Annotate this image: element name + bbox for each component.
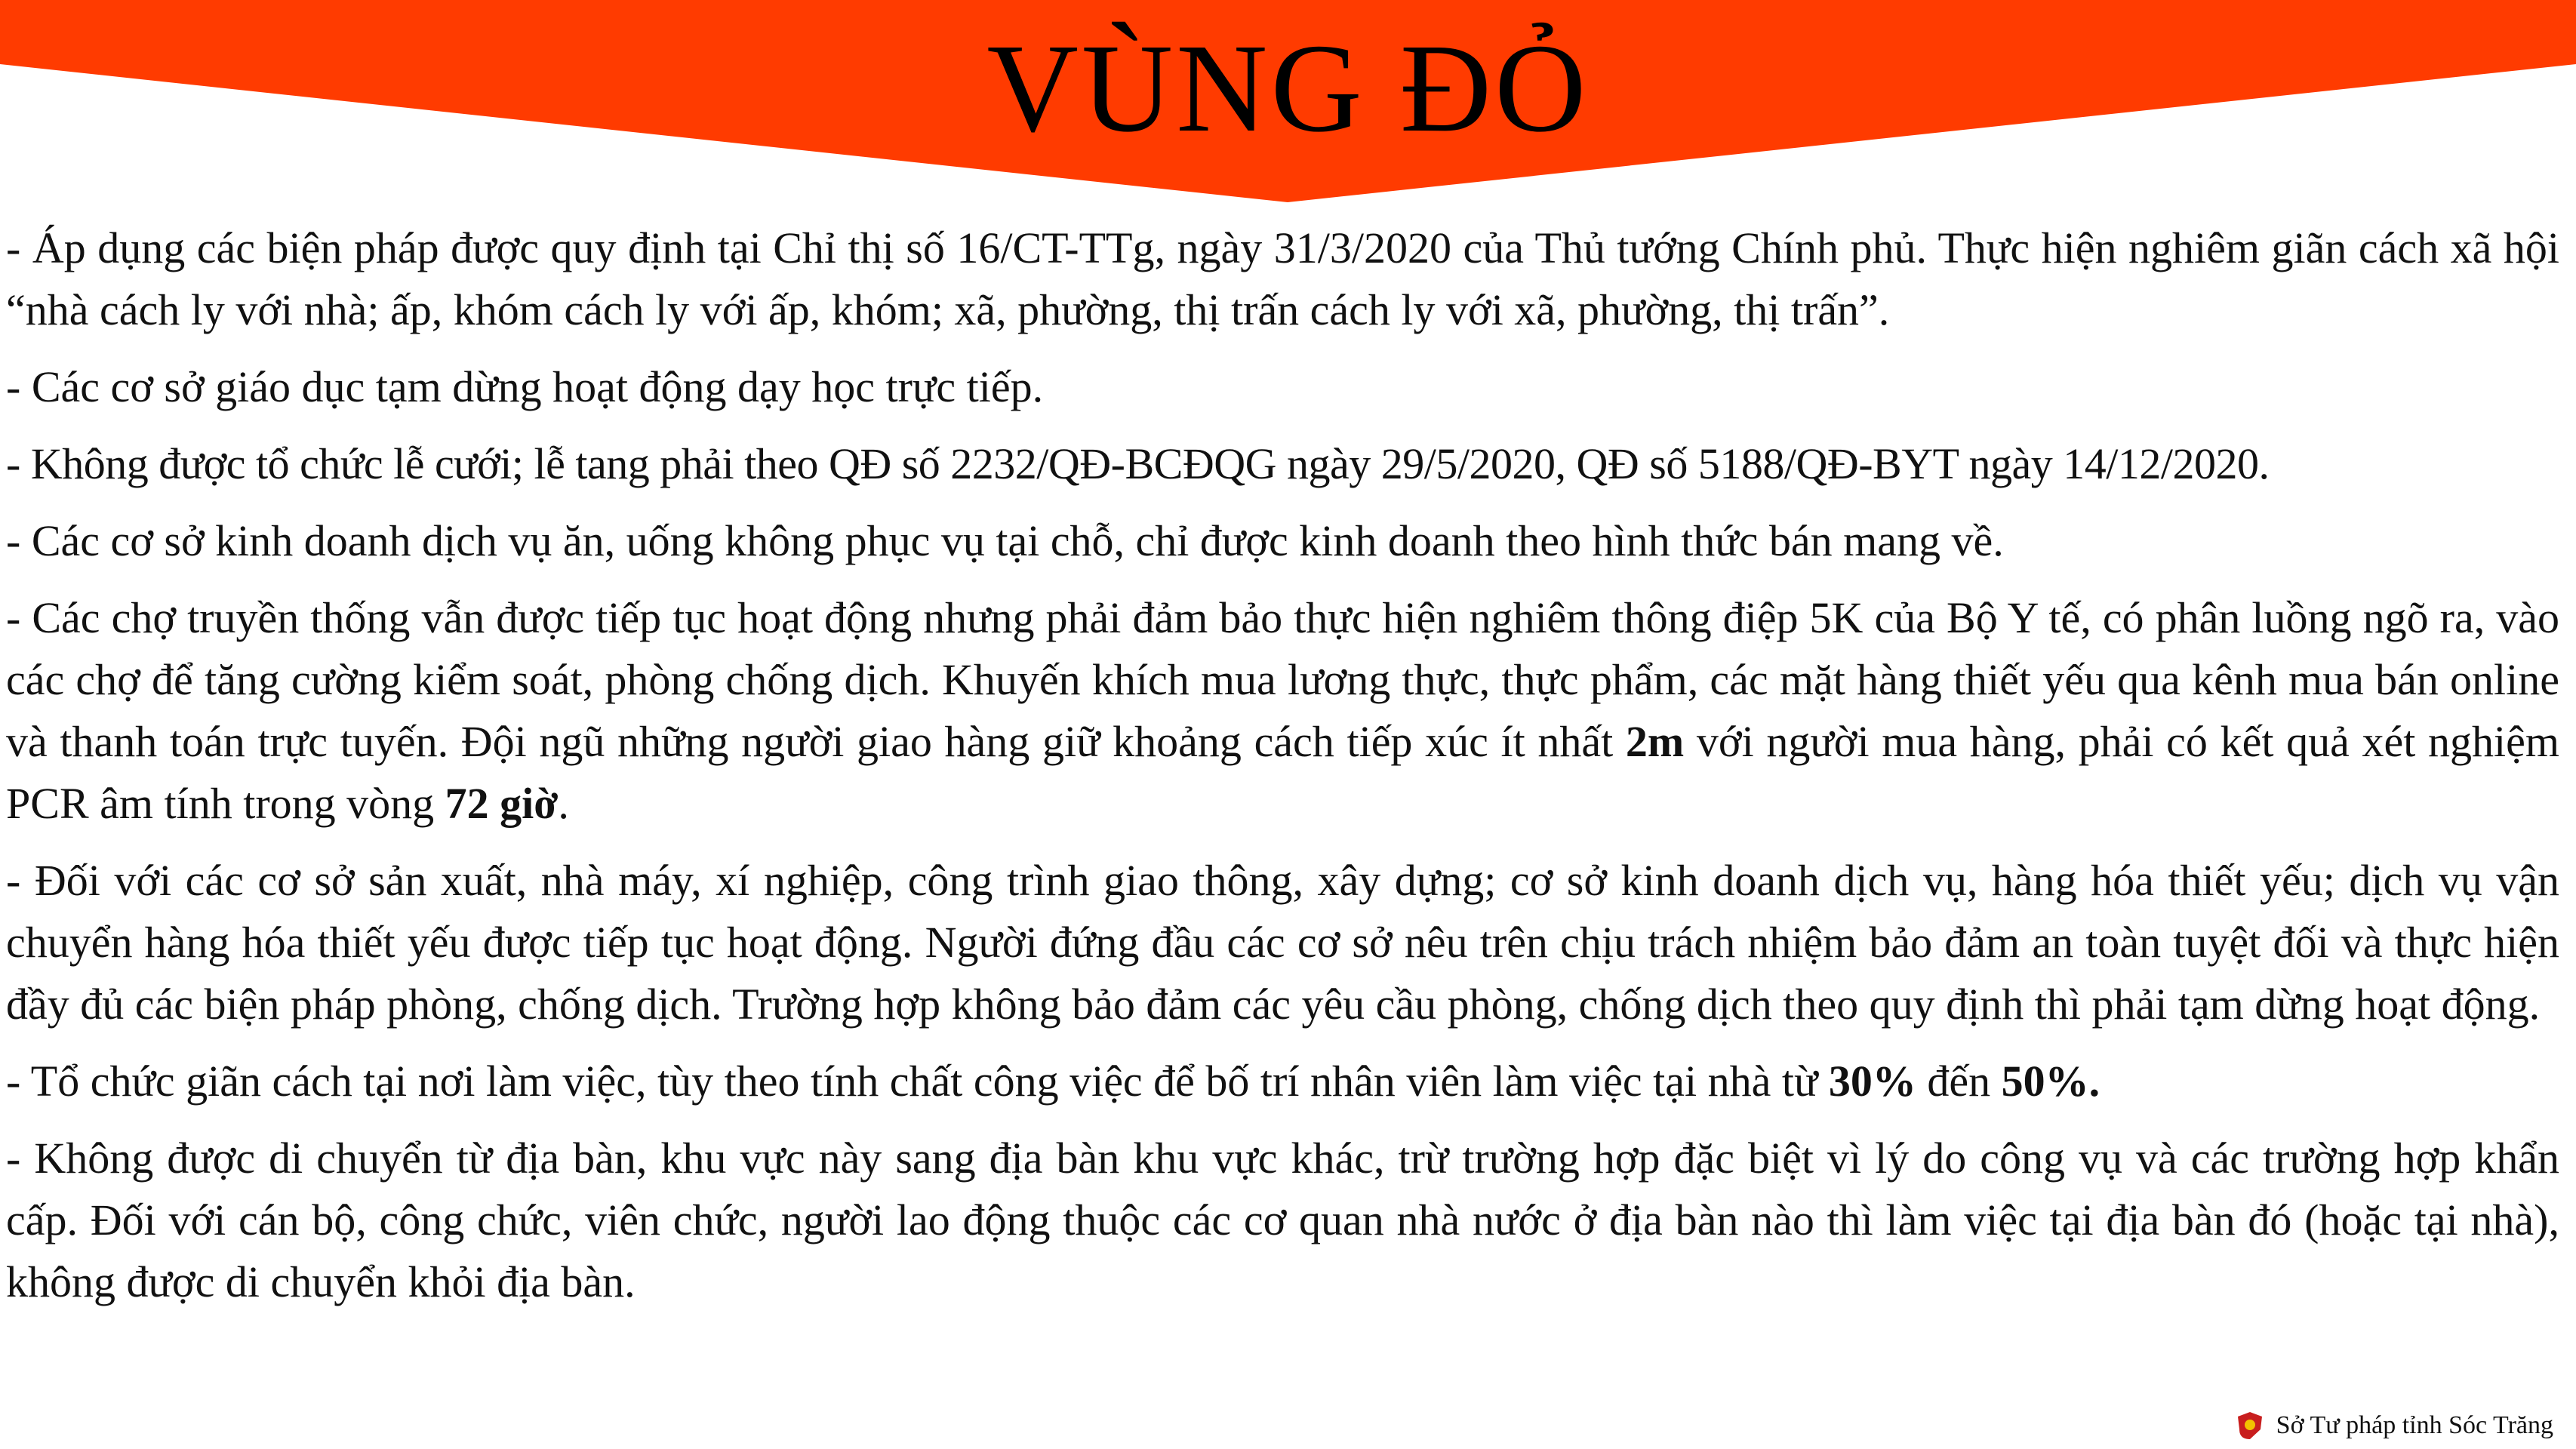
item-text: với người mua hàng, phải có kết quả xét nghiệm PCR âm tính trong vòng — [6, 717, 2559, 828]
list-item — [6, 587, 2559, 835]
list-item: - Các cơ sở giáo dục tạm dừng hoạt động dạy học trực tiếp. — [6, 362, 1044, 411]
list-item: - Các cơ sở kinh doanh dịch vụ ăn, uống không phục vụ tại chỗ, chỉ được kinh doanh theo hình thức bán mang về. — [6, 516, 2004, 565]
item-text: đến — [1916, 1057, 2002, 1106]
item-bold-distance: 2m — [1625, 717, 1685, 766]
list-item: - Không được tổ chức lễ cưới; lễ tang phải theo QĐ số 2232/QĐ-BCĐQG ngày 29/5/2020, QĐ số 5188/QĐ-BYT ngày 14/12/2020. — [6, 439, 2270, 488]
list-item — [6, 1051, 2559, 1112]
list-item: - Áp dụng các biện pháp được quy định tại Chỉ thị số 16/CT-TTg, ngày 31/3/2020 của Thủ tướng Chính phủ. Thực hiện nghiêm giãn cách xã hội “nhà cách ly với nhà; ấp, khóm cách ly với ấp, khóm; xã, phường, thị trấn cách ly với xã, phường, thị trấn”. — [6, 223, 2559, 334]
footer — [2237, 1411, 2553, 1440]
page-title: VÙNG ĐỎ — [986, 18, 1590, 158]
list-item: - Đối với các cơ sở sản xuất, nhà máy, xí nghiệp, công trình giao thông, xây dựng; cơ sở kinh doanh dịch vụ, hàng hóa thiết yếu; dịch vụ vận chuyển hàng hóa thiết yếu được tiếp tục hoạt động. Người đứng đầu các cơ sở nêu trên chịu trách nhiệm bảo đảm an toàn tuyệt đối và thực hiện đầy đủ các biện pháp phòng, chống dịch. Trường hợp không bảo đảm các yêu cầu phòng, chống dịch theo quy định thì phải tạm dừng hoạt động. — [6, 856, 2559, 1029]
item-bold-hours: 72 giờ — [445, 779, 559, 828]
item-text: - Các chợ truyền thống vẫn được tiếp tục hoạt động nhưng phải đảm bảo thực hiện nghiêm thông điệp 5K của Bộ Y tế, có phân luồng ngõ ra, vào các chợ để tăng cường kiểm soát, phòng chống dịch. Khuyến khích mua lương thực, thực phẩm, các mặt hàng thiết yếu qua kênh mua bán online và thanh toán trực tuyến. Đội ngũ những người giao hàng giữ khoảng cách tiếp xúc ít nhất — [6, 593, 2559, 766]
seal-icon — [2237, 1411, 2263, 1440]
item-text: - Tổ chức giãn cách tại nơi làm việc, tùy theo tính chất công việc để bố trí nhân viên làm việc tại nhà từ — [6, 1057, 1829, 1106]
item-text: . — [558, 779, 569, 828]
footer-label: Sở Tư pháp tỉnh Sóc Trăng — [2276, 1411, 2553, 1439]
list-item: - Không được di chuyển từ địa bàn, khu vực này sang địa bàn khu vực khác, trừ trường hợp đặc biệt vì lý do công vụ và các trường hợp khẩn cấp. Đối với cán bộ, công chức, viên chức, người lao động thuộc các cơ quan nhà nước ở địa bàn nào thì làm việc tại địa bàn đó (hoặc tại nhà), không được di chuyển khỏi địa bàn. — [6, 1134, 2559, 1306]
item-bold-max-percent: 50%. — [2001, 1057, 2101, 1106]
item-bold-min-percent: 30% — [1828, 1057, 1916, 1106]
regulation-list — [0, 217, 2576, 1313]
